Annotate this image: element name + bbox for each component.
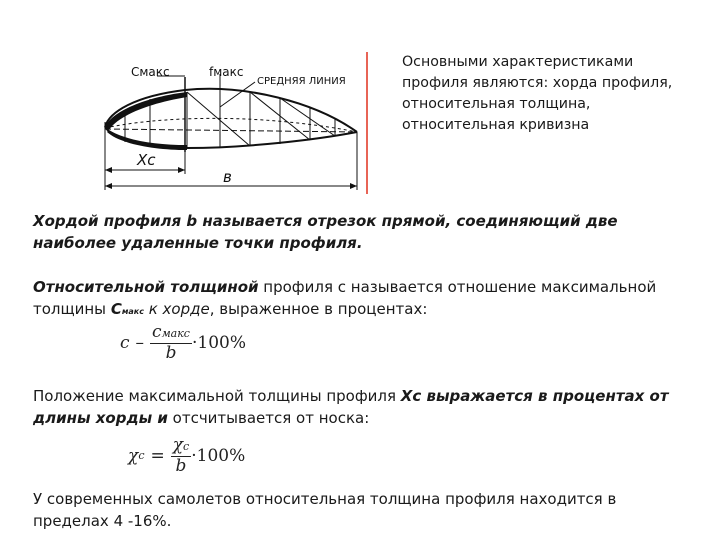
- label-xc: Хс: [137, 151, 156, 169]
- c-max-symbol: С: [110, 299, 122, 318]
- modern-aircraft-note: У современных самолетов относительная толщина профиля находится в пределах 4 -16%.: [33, 490, 617, 530]
- airfoil-lower-thick: [107, 130, 187, 150]
- formula-relative-thickness: c – $\frac{\text{cмакс}}{b}$ ·100%: [120, 322, 246, 363]
- intro-text: Основными характеристиками профиля являются: хорда профиля, относительная толщина, относительная кривизна: [402, 54, 673, 133]
- chord-definition: Хордой профиля b называется отрезок прямой, соединяющий две наиболее удаленные точки профиля.: [33, 212, 618, 252]
- label-f-max: fмакс: [209, 65, 244, 79]
- label-c-max: Смакс: [131, 65, 170, 79]
- airfoil-profile-diagram: [95, 52, 380, 194]
- label-b: в: [223, 168, 232, 186]
- label-mean-line: СРЕДНЯЯ ЛИНИЯ: [257, 76, 346, 87]
- formula-xc-position: χ c = $\frac{\chi c}{b}$ ·100%: [128, 435, 246, 476]
- term-relative-thickness: Относительной толщиной: [33, 278, 259, 296]
- xc-position-definition: Положение максимальной толщины профиля Хс выражается в процентах от длины хорды и отсчитывается от носка:: [33, 387, 669, 427]
- relative-thickness-definition: Относительной толщиной профиля с называется отношение максимальной толщины Смакс к хорде, выраженное в процентах:: [33, 278, 657, 318]
